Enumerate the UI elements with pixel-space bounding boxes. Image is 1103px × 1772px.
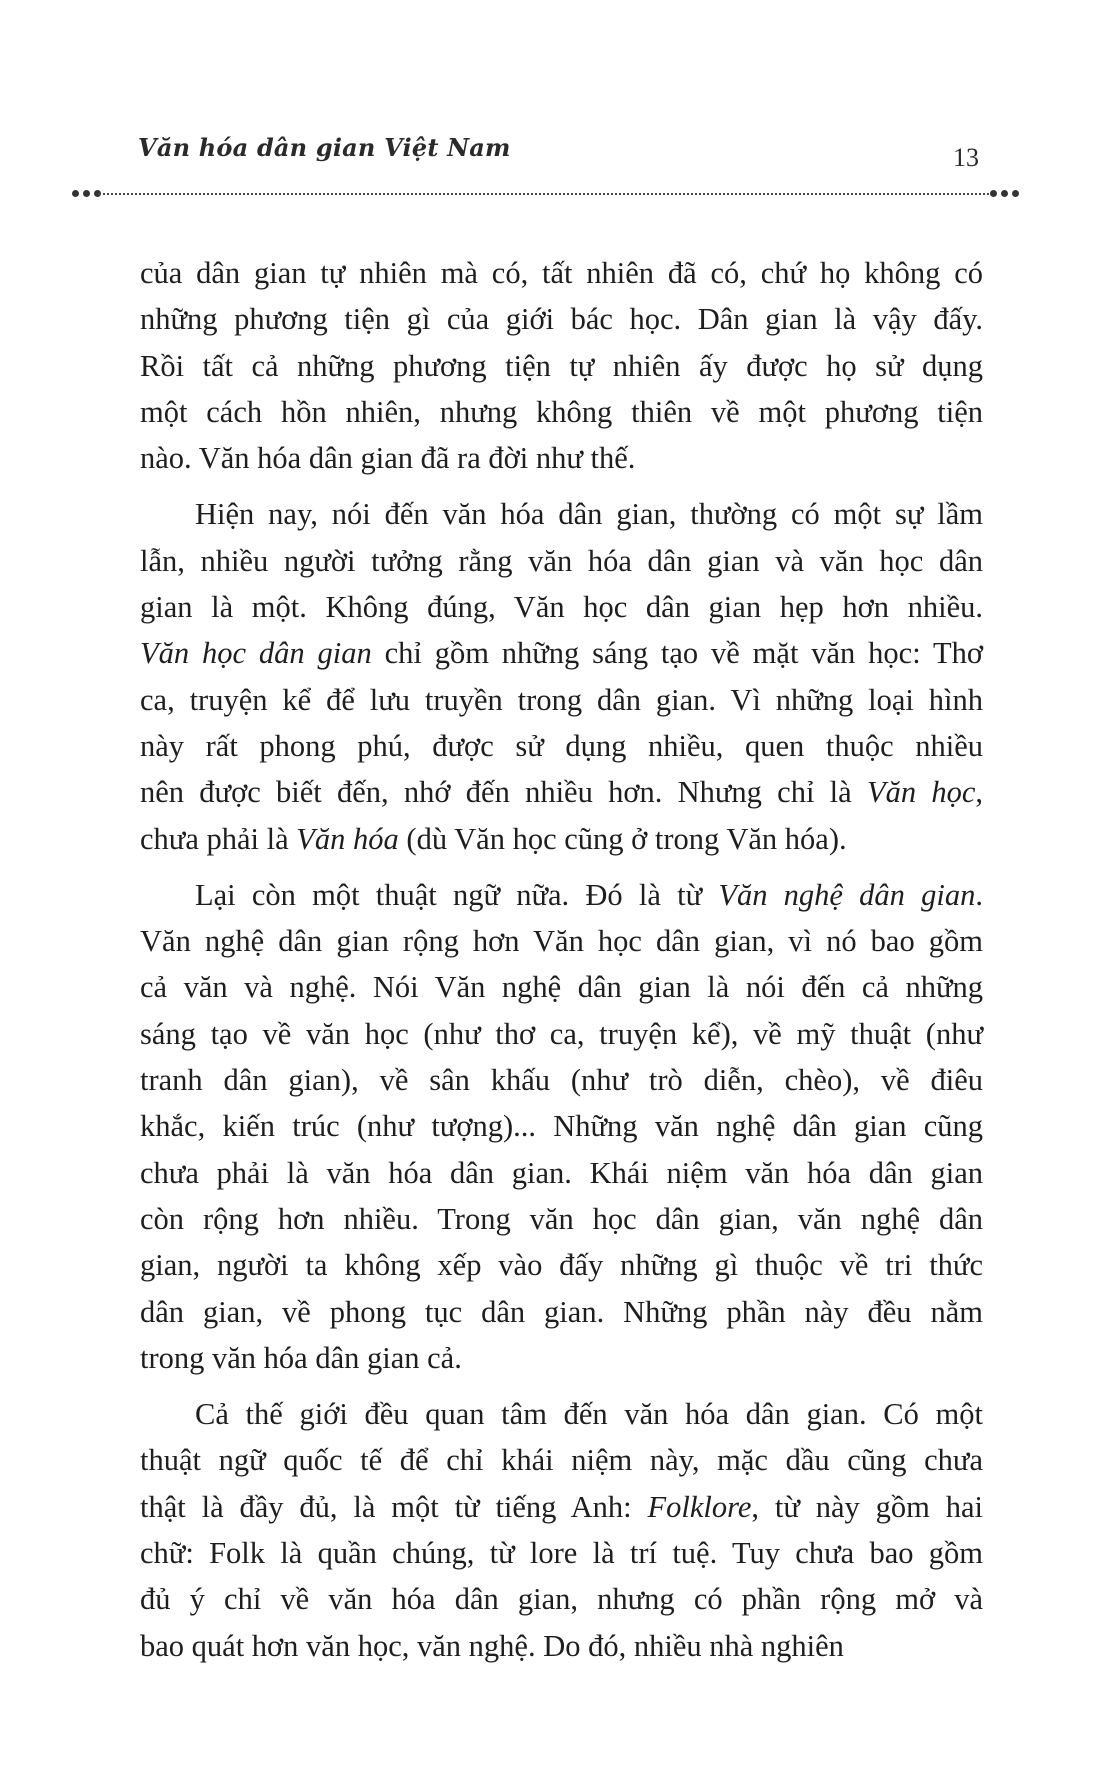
text-line [140, 1437, 983, 1483]
paragraph [140, 491, 983, 861]
text-line [140, 296, 983, 342]
text-run: Cả thế giới đều quan tâm đến văn hóa dân gian. Có một [195, 1397, 983, 1432]
italic-term: Văn học dân gian [140, 636, 372, 671]
text-run: chỉ gồm những sáng tạo về mặt văn học: Thơ [371, 636, 983, 671]
text-line [140, 1196, 983, 1242]
text-run: dân gian, về phong tục dân gian. Những phần này đều nằm [140, 1294, 983, 1329]
text-line [140, 1057, 983, 1103]
text-run: , [975, 775, 983, 810]
text-line [140, 769, 983, 815]
text-line [140, 389, 983, 435]
paragraph [140, 872, 983, 1381]
text-line [140, 250, 983, 296]
italic-term: Folklore [647, 1489, 752, 1524]
text-run: của dân gian tự nhiên mà có, tất nhiên đã có, chứ họ không có [140, 256, 983, 290]
paragraph [140, 1391, 983, 1669]
text-run: những phương tiện gì của giới bác học. Dân gian là vậy đấy. [140, 302, 983, 337]
text-line [140, 1289, 983, 1335]
text-run: nên được biết đến, nhớ đến nhiều hơn. Nhưng chỉ là [140, 775, 867, 810]
text-line [140, 1484, 983, 1530]
text-run: ca, truyện kể để lưu truyền trong dân gian. Vì những loại hình [140, 682, 983, 717]
text-line [140, 584, 983, 630]
text-line [140, 1623, 983, 1669]
text-run: một cách hồn nhiên, nhưng không thiên về một phương tiện [140, 394, 983, 429]
text-line [140, 1530, 983, 1576]
text-run: khắc, kiến trúc (như tượng)... Những văn nghệ dân gian cũng [140, 1109, 983, 1144]
text-run: , từ này gồm hai [751, 1489, 983, 1524]
text-run: đủ ý chỉ về văn hóa dân gian, nhưng có phần rộng mở và [140, 1582, 983, 1617]
text-run: thuật ngữ quốc tế để chỉ khái niệm này, mặc dầu cũng chưa [140, 1443, 983, 1478]
text-line [140, 538, 983, 584]
header-divider [72, 190, 1019, 198]
text-line [140, 816, 983, 862]
text-run: Rồi tất cả những phương tiện tự nhiên ấy được họ sử dụng [140, 348, 983, 383]
text-line [140, 1150, 983, 1196]
text-line [140, 1391, 983, 1437]
text-run: nào. Văn hóa dân gian đã ra đời như thế. [140, 441, 636, 476]
text-run: thật là đầy đủ, là một từ tiếng Anh: [140, 1489, 648, 1524]
text-run: (dù Văn học cũng ở trong Văn hóa). [398, 821, 847, 856]
text-line [140, 630, 983, 676]
text-run: chưa phải là [140, 821, 297, 856]
text-run: . [975, 877, 983, 912]
text-line [140, 343, 983, 389]
text-run: cả văn và nghệ. Nói Văn nghệ dân gian là nói đến cả những [140, 970, 983, 1005]
text-line [140, 964, 983, 1010]
text-run: còn rộng hơn nhiều. Trong văn học dân gian, văn nghệ dân [140, 1201, 983, 1236]
text-line [140, 491, 983, 537]
text-run: chưa phải là văn hóa dân gian. Khái niệm văn hóa dân gian [140, 1155, 983, 1190]
divider-dots-right [990, 190, 1019, 197]
text-line [140, 1335, 983, 1381]
text-line [140, 1103, 983, 1149]
text-run: chữ: Folk là quần chúng, từ lore là trí tuệ. Tuy chưa bao gồm [140, 1536, 983, 1571]
page-number: 13 [953, 143, 979, 172]
text-run: tranh dân gian), về sân khấu (như trò diễn, chèo), về điêu [140, 1063, 983, 1098]
text-line [140, 1576, 983, 1622]
text-line [140, 435, 983, 481]
text-run: gian, người ta không xếp vào đấy những gì thuộc về tri thức [140, 1248, 983, 1283]
text-run: lẫn, nhiều người tưởng rằng văn hóa dân gian và văn học dân [140, 543, 983, 578]
body-text [140, 250, 983, 1669]
text-run: này rất phong phú, được sử dụng nhiều, quen thuộc nhiều [140, 728, 983, 763]
text-line [140, 723, 983, 769]
running-head-title: Văn hóa dân gian Việt Nam [138, 133, 511, 162]
text-line [140, 918, 983, 964]
paragraph [140, 250, 983, 481]
text-run: sáng tạo về văn học (như thơ ca, truyện kể), về mỹ thuật (như [140, 1016, 983, 1051]
divider-dots-left [72, 190, 101, 197]
italic-term: Văn hóa [296, 821, 399, 856]
divider-dotted-line [98, 193, 993, 195]
text-line [140, 872, 983, 918]
text-run: Hiện nay, nói đến văn hóa dân gian, thường có một sự lầm [195, 497, 983, 532]
text-run: gian là một. Không đúng, Văn học dân gian hẹp hơn nhiều. [140, 590, 983, 625]
text-line [140, 1011, 983, 1057]
text-line [140, 677, 983, 723]
italic-term: Văn học [866, 775, 976, 810]
text-run: bao quát hơn văn học, văn nghệ. Do đó, nhiều nhà nghiên [140, 1628, 844, 1663]
italic-term: Văn nghệ dân gian [718, 877, 976, 912]
text-run: Văn nghệ dân gian rộng hơn Văn học dân gian, vì nó bao gồm [140, 924, 983, 959]
text-line [140, 1242, 983, 1288]
text-run: trong văn hóa dân gian cả. [140, 1340, 462, 1375]
text-run: Lại còn một thuật ngữ nữa. Đó là từ [195, 877, 719, 912]
